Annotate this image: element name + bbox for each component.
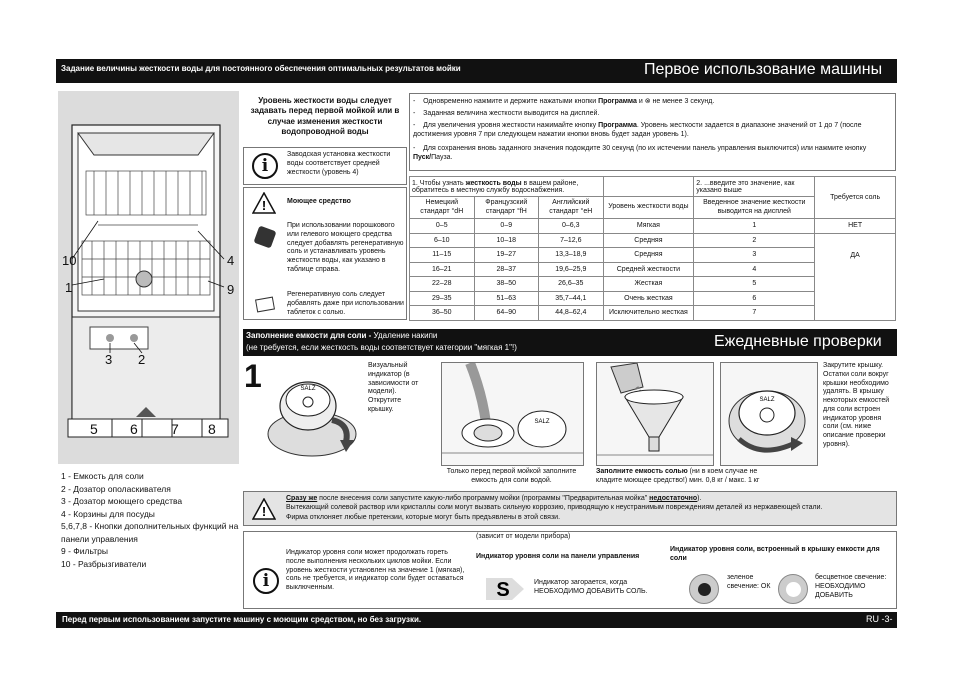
step-text: Для сохранения вновь заданного значения подождите 30 секунд (по их истечении панель управления выключится) или нажмите кнопку (423, 145, 867, 152)
detergent-tablets-text: Регенеративную соль следует добавлять даже при использовании таблеток с солью. (287, 291, 404, 316)
salt-yes: ДА (815, 233, 896, 320)
detergent-powder-text: При использовании порошкового или гелевого моющего средства следует добавлять регенеративную соль и устанавливать уровень жесткости воды, как указано в таблице справа. (287, 222, 404, 273)
svg-text:!: ! (261, 504, 267, 519)
col-header: Немецкий стандарт °dH (410, 197, 475, 219)
legend-item: 9 - Фильтры (61, 546, 108, 556)
legend-item: 3 - Дозатор моющего средства (61, 496, 183, 506)
step-item: - Одновременно нажмите и держите нажатыми кнопки Программа и ⊗ не менее 3 секунд. (413, 98, 715, 105)
header-right-title: Первое использование машины (644, 61, 883, 78)
salt-no: НЕТ (815, 219, 896, 234)
panel-indicator-title: Индикатор уровня соли на панели управления (476, 553, 640, 560)
daily-checks-title: Ежедневные проверки (714, 333, 882, 350)
hardness-steps-box (409, 93, 896, 171)
warning-line-3: Фирма отклоняет любые претензии, которые могут быть предъявлены в этой связи. (286, 514, 561, 521)
powder-icon (253, 225, 276, 248)
table-question-2: 2. ...введите это значение, как указано выше (694, 177, 815, 197)
table-question-1: 1. Чтобы узнать жесткость воды в вашем районе, обратитесь в местную службу водоснабжения. (410, 177, 604, 197)
table-row: 0–5 0–9 0–6,3 Мягкая 1 НЕТ (410, 219, 896, 234)
col-header: Введенное значение жесткости выводится на дисплей (694, 197, 815, 219)
salt-indicator-box (243, 531, 897, 609)
col-header: Английский стандарт °eH (539, 197, 604, 219)
label-10: 10 (62, 253, 77, 268)
legend-item: 1 - Емкость для соли (61, 471, 144, 481)
fill-water-caption: Только перед первой мойкой заполните емкость для соли водой. (446, 468, 577, 484)
step-key: Пуск/ (413, 153, 432, 161)
detergent-box (243, 187, 407, 320)
label-1: 1 (65, 280, 73, 295)
green-indicator-icon (689, 574, 719, 604)
warning-line-1: Сразу же после внесения соли запустите какую-либо программу мойки (программы "Предварительная мойка" недостаточно). (286, 495, 702, 502)
close-cap-text: Закрутите крышку. Остатки соли вокруг крышки необходимо удалять. В крышку некоторых емкостей для соли встроен индикатор уровня соли (см. ниже описание проверки уровня). (823, 362, 890, 448)
step-text: Одновременно нажмите и держите нажатыми кнопки (423, 98, 599, 105)
step-item: - Для сохранения вновь заданного значения подождите 30 секунд (по их истечении панель управления выключится) или нажмите кнопку Пуск/Пауза. (413, 145, 867, 161)
step-text: и ⊗ не менее 3 секунд. (636, 98, 715, 105)
salt-column-header: Требуется соль (815, 177, 896, 219)
cap-illustration-1 (262, 362, 362, 470)
label-9: 9 (227, 282, 235, 297)
warning-line-2: Вытекающий солевой раствор или кристаллы соли могут вызвать сильную коррозию, приводящую к неустранимым повреждениям деталей из нержавеющей стали. (286, 504, 823, 511)
label-6: 6 (130, 421, 138, 437)
panel-indicator-text: Индикатор загорается, когда НЕОБХОДИМО ДОБАВИТЬ СОЛЬ. (534, 579, 648, 595)
step-item: - Для увеличения уровня жесткости нажимайте кнопку Программа. Уровень жесткости задается в диапазоне значений от 1 до 7 (после достижения уровня 7 при следующем нажатии кнопки вновь будет задан уровень 1). (413, 122, 862, 138)
depends-on-model: (зависит от модели прибора) (476, 533, 571, 540)
label-8: 8 (208, 421, 216, 437)
close-cap-illustration (720, 362, 818, 466)
footer-text: Перед первым использованием запустите машину с моющим средством, но без загрузки. (62, 615, 422, 624)
visual-indicator-text: Визуальный индикатор (в зависимости от модели). Открутите крышку. (368, 362, 419, 413)
legend-item: 2 - Дозатор ополаскивателя (61, 483, 171, 494)
cap-indicator-title: Индикатор уровня соли, встроенный в крышку емкости для соли (670, 546, 880, 562)
green-glow-text: зеленое свечение: ОК (727, 574, 771, 590)
table-row: 11–15 19–27 13,3–18,9 Средняя 3 (410, 248, 896, 263)
step-text: . Уровень жесткости задается в диапазоне значений от 1 до 7 (после достижения уровня 7 при следующем нажатии кнопки вновь будет задан уровень 1). (413, 122, 862, 138)
info-icon: i (253, 568, 279, 594)
step-text: Пауза. (431, 153, 453, 161)
label-3: 3 (105, 352, 113, 367)
table-row: 16–21 28–37 19,6–25,9 Средней жесткости 4 (410, 262, 896, 277)
svg-text:!: ! (261, 198, 267, 213)
step-text: Для увеличения уровня жесткости нажимайте кнопку (423, 122, 599, 129)
detergent-title: Моющее средство (287, 198, 351, 205)
step-key: Программа (598, 122, 637, 129)
col-header: Французский стандарт °fH (474, 197, 539, 219)
svg-text:S: S (496, 579, 510, 601)
table-row: 36–50 64–90 44,8–62,4 Исключительно жесткая 7 (410, 306, 896, 321)
label-4: 4 (227, 253, 235, 268)
legend-item: 4 - Корзины для посуды (61, 508, 155, 519)
warning-icon (252, 498, 276, 525)
col-header: Уровень жесткости воды (603, 197, 694, 219)
parts-legend (61, 470, 241, 570)
step-key: Программа (598, 98, 637, 105)
table-row: 6–10 10–18 7–12,6 Средняя 2 ДА (410, 233, 896, 248)
fill-salt-caption: Заполните емкость солью (ни в коем случае не кладите моющее средство!) мин. 0,8 кг / макс. 1 кг (596, 468, 760, 484)
salt-section-subtitle: (не требуется, если жесткость воды соответствует категории "мягкая 1"!) (246, 343, 517, 352)
colorless-indicator-icon (778, 574, 808, 604)
factory-note-box (243, 147, 407, 185)
step-number: 1 (244, 358, 262, 394)
indicator-info-text: Индикатор уровня соли может продолжать гореть после выполнения нескольких циклов мойки. Если уровень жесткости установлен на значение 1 (мягкая), соль не требуется, и индикатор соли будет оставаться выключенным. (286, 549, 465, 591)
legend-item: 10 - Разбрызгиватели (61, 558, 147, 569)
label-5: 5 (90, 421, 98, 437)
legend-item: 5,6,7,8 - Кнопки дополнительных функций на панели управления (61, 521, 239, 544)
warning-icon (252, 192, 276, 219)
page-number: RU -3- (866, 614, 893, 624)
svg-text:SALZ: SALZ (300, 386, 316, 392)
salt-section-title: Заполнение емкости для соли - Удаление накипи (246, 331, 438, 340)
info-icon: i (252, 153, 278, 179)
svg-text:SALZ: SALZ (759, 397, 775, 403)
table-row: 29–35 51–63 35,7–44,1 Очень жесткая 6 (410, 291, 896, 306)
table-row: 22–28 38–50 26,6–35 Жесткая 5 (410, 277, 896, 292)
label-2: 2 (138, 352, 146, 367)
dishwasher-drawing (58, 91, 239, 464)
fill-water-illustration (441, 362, 584, 466)
factory-note-text: Заводская установка жесткости воды соответствует средней жесткости (уровень 4) (287, 151, 391, 176)
colorless-glow-text: бесцветное свечение: НЕОБХОДИМО ДОБАВИТЬ (815, 574, 887, 599)
step-text: Заданная величина жесткости выводится на дисплей. (423, 110, 600, 117)
corrosion-warning-box (243, 491, 897, 526)
tablet-icon (255, 297, 275, 313)
dishwasher-figure (58, 91, 239, 464)
header-left-title: Задание величины жесткости воды для постоянного обеспечения оптимальных результатов мойки (61, 64, 461, 73)
label-7: 7 (171, 421, 179, 437)
fill-salt-illustration (596, 362, 714, 466)
salt-symbol-icon (486, 574, 526, 604)
hardness-table (409, 176, 896, 321)
svg-text:SALZ: SALZ (534, 419, 550, 425)
step-item: - Заданная величина жесткости выводится на дисплей. (413, 110, 600, 117)
hardness-intro: Уровень жесткости воды следует задавать перед первой мойкой или в случае изменения жесткости водопроводной воды (250, 96, 400, 137)
